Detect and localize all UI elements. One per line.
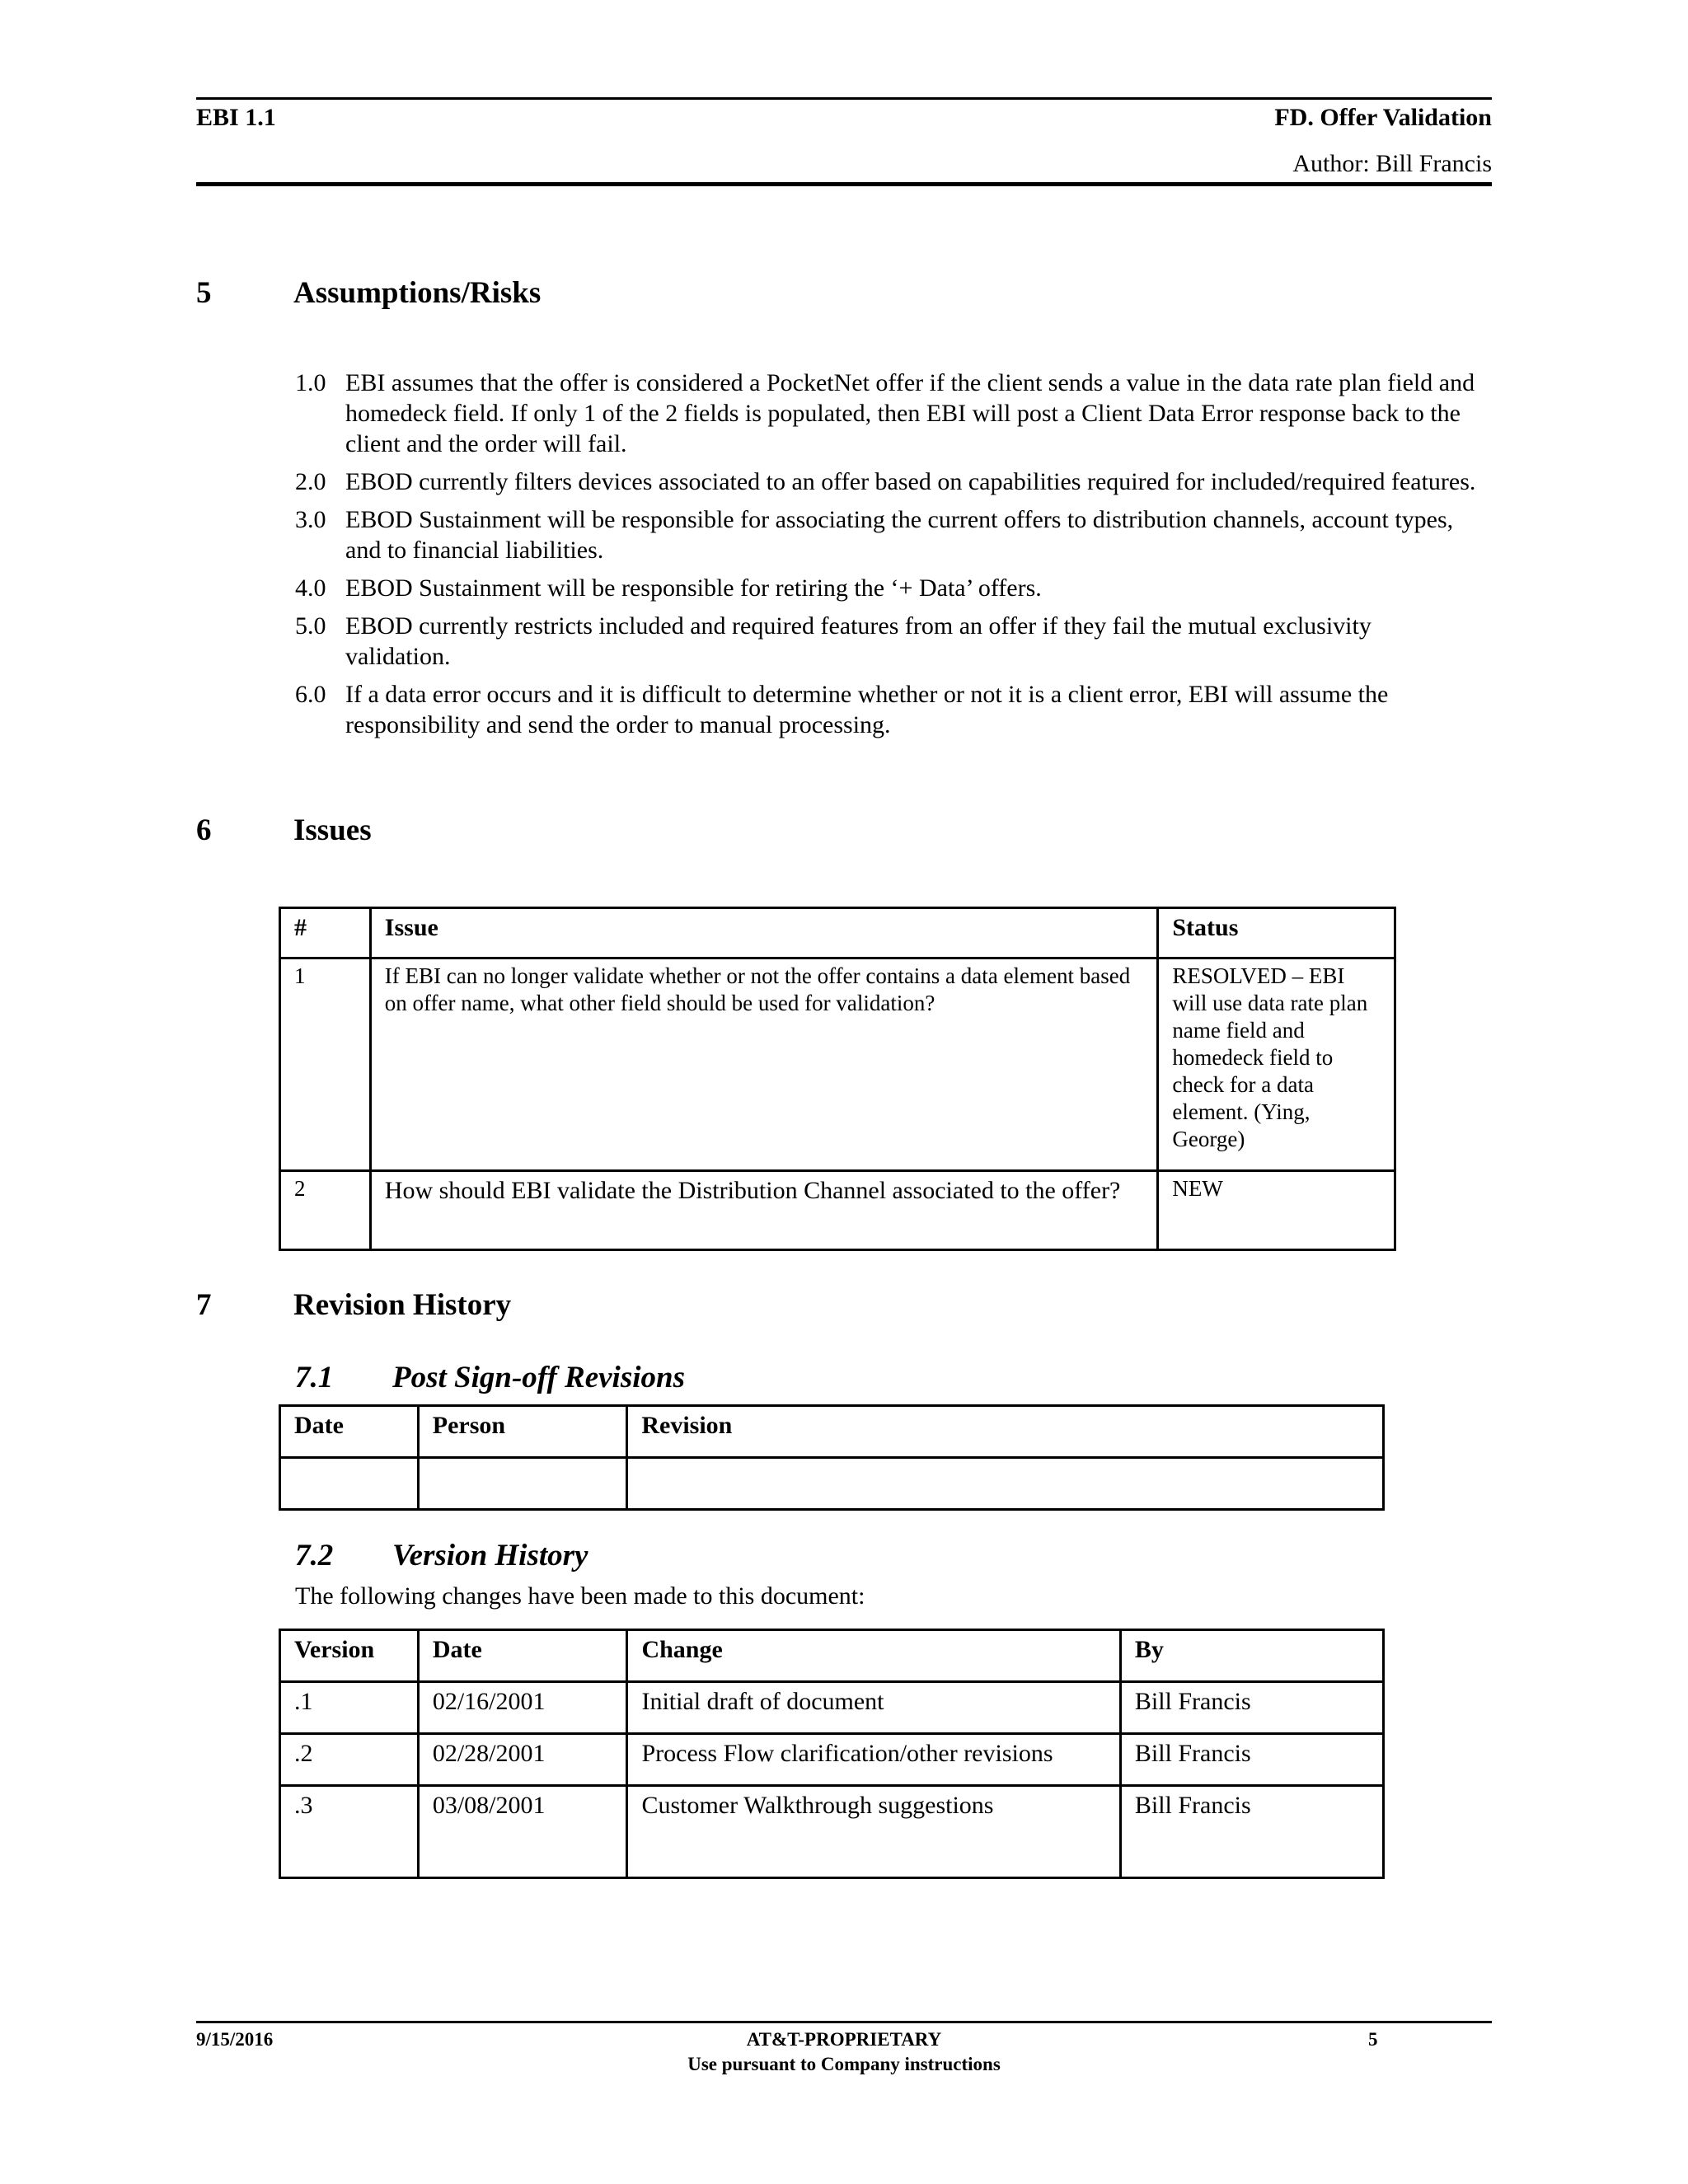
list-item xyxy=(295,368,1482,459)
footer-date: 9/15/2016 xyxy=(196,2029,274,2050)
list-item-text: EBOD currently restricts included and required features from an offer if they fail the mutual exclusivity validation. xyxy=(345,612,1372,670)
change-cell: Customer Walkthrough suggestions xyxy=(627,1786,1120,1878)
list-item xyxy=(295,466,1482,497)
author-cell: Bill Francis xyxy=(1120,1682,1383,1734)
footer-proprietary: AT&T-PROPRIETARY xyxy=(746,2029,942,2050)
list-item-text: If a data error occurs and it is difficult to determine whether or not it is a client error, EBI will assume the responsibility and send the order to manual processing. xyxy=(345,681,1389,738)
table-cell xyxy=(280,1458,419,1510)
footer-notice: Use pursuant to Company instructions xyxy=(687,2054,1001,2074)
version-cell: .1 xyxy=(280,1682,419,1734)
header-doc-id: EBI 1.1 xyxy=(196,104,276,131)
column-header: Version xyxy=(280,1630,419,1682)
issue-text: How should EBI validate the Distribution Channel associated to the offer? xyxy=(370,1171,1158,1250)
column-header: Change xyxy=(627,1630,1120,1682)
section-heading-revision-history xyxy=(196,1287,1350,1324)
column-header: Revision xyxy=(627,1406,1384,1458)
subsection-title: Post Sign-off Revisions xyxy=(392,1361,685,1394)
list-item-number: 6.0 xyxy=(295,681,326,708)
issue-text: If EBI can no longer validate whether or not the offer contains a data element based on offer name, what other field should be used for validation? xyxy=(370,958,1158,1171)
author-cell: Bill Francis xyxy=(1120,1786,1383,1878)
table-row xyxy=(280,1786,1384,1878)
table-header-row xyxy=(280,1406,1384,1458)
table-row xyxy=(280,1171,1395,1250)
column-header: Date xyxy=(418,1630,627,1682)
list-item-number: 3.0 xyxy=(295,506,326,533)
list-item-text: EBOD currently filters devices associated to an offer based on capabilities required for included/required features. xyxy=(345,468,1476,495)
section-heading-issues xyxy=(196,813,1350,849)
section-heading-assumptions xyxy=(196,275,1350,312)
column-header: Person xyxy=(418,1406,627,1458)
column-header: Date xyxy=(280,1406,419,1458)
version-cell: .3 xyxy=(280,1786,419,1878)
subsection-number: 7.1 xyxy=(295,1361,334,1394)
issues-table xyxy=(279,907,1396,1251)
table-row xyxy=(280,1682,1384,1734)
table-header-row xyxy=(280,1630,1384,1682)
column-header: # xyxy=(280,908,371,958)
date-cell: 02/28/2001 xyxy=(418,1734,627,1786)
change-cell: Process Flow clarification/other revisions xyxy=(627,1734,1120,1786)
version-history-table xyxy=(279,1629,1385,1879)
section-title: Issues xyxy=(293,813,372,847)
list-item-text: EBI assumes that the offer is considered a PocketNet offer if the client sends a value in the data rate plan field and homedeck field. If only 1 of the 2 fields is populated, then EBI will post a Client Data Error response back to the client and the order will fail. xyxy=(345,369,1475,457)
column-header: Issue xyxy=(370,908,1158,958)
table-row xyxy=(280,1734,1384,1786)
header-doc-title: FD. Offer Validation xyxy=(1274,104,1492,131)
subsection-title: Version History xyxy=(392,1539,588,1572)
table-cell xyxy=(418,1458,627,1510)
section-number: 6 xyxy=(196,813,212,847)
section-title: Revision History xyxy=(293,1288,512,1322)
list-item xyxy=(295,611,1482,672)
subsection-heading-version-history xyxy=(295,1538,1119,1574)
list-item-number: 2.0 xyxy=(295,468,326,495)
table-header-row xyxy=(280,908,1395,958)
table-row xyxy=(280,958,1395,1171)
list-item-text: EBOD Sustainment will be responsible for retiring the ‘+ Data’ offers. xyxy=(345,574,1042,602)
list-item-number: 1.0 xyxy=(295,369,326,396)
post-signoff-table xyxy=(279,1404,1385,1511)
version-cell: .2 xyxy=(280,1734,419,1786)
header-author: Author: Bill Francis xyxy=(1292,150,1492,177)
section-title: Assumptions/Risks xyxy=(293,276,542,310)
issue-status: NEW xyxy=(1158,1171,1395,1250)
author-cell: Bill Francis xyxy=(1120,1734,1383,1786)
column-header: Status xyxy=(1158,908,1395,958)
table-cell xyxy=(627,1458,1384,1510)
list-item xyxy=(295,573,1482,603)
header-bottom-rule xyxy=(196,182,1492,186)
section-number: 7 xyxy=(196,1288,212,1322)
list-item-number: 4.0 xyxy=(295,574,326,602)
change-cell: Initial draft of document xyxy=(627,1682,1120,1734)
list-item-number: 5.0 xyxy=(295,612,326,640)
issue-status: RESOLVED – EBI will use data rate plan name field and homedeck field to check for a data element. (Ying, George) xyxy=(1158,958,1395,1171)
assumptions-list xyxy=(295,368,1482,748)
subsection-number: 7.2 xyxy=(295,1539,334,1572)
issue-number: 2 xyxy=(280,1171,371,1250)
list-item-text: EBOD Sustainment will be responsible for associating the current offers to distribution channels, account types, and to financial liabilities. xyxy=(345,506,1454,564)
table-row xyxy=(280,1458,1384,1510)
column-header: By xyxy=(1120,1630,1383,1682)
list-item xyxy=(295,679,1482,740)
version-history-intro: The following changes have been made to this document: xyxy=(295,1582,865,1610)
date-cell: 02/16/2001 xyxy=(418,1682,627,1734)
section-number: 5 xyxy=(196,276,212,310)
issue-number: 1 xyxy=(280,958,371,1171)
footer-rule xyxy=(196,2021,1492,2023)
footer-page-number: 5 xyxy=(1368,2029,1378,2050)
date-cell: 03/08/2001 xyxy=(418,1786,627,1878)
subsection-heading-post-signoff xyxy=(295,1360,1119,1396)
header-top-rule xyxy=(196,97,1492,100)
list-item xyxy=(295,504,1482,565)
